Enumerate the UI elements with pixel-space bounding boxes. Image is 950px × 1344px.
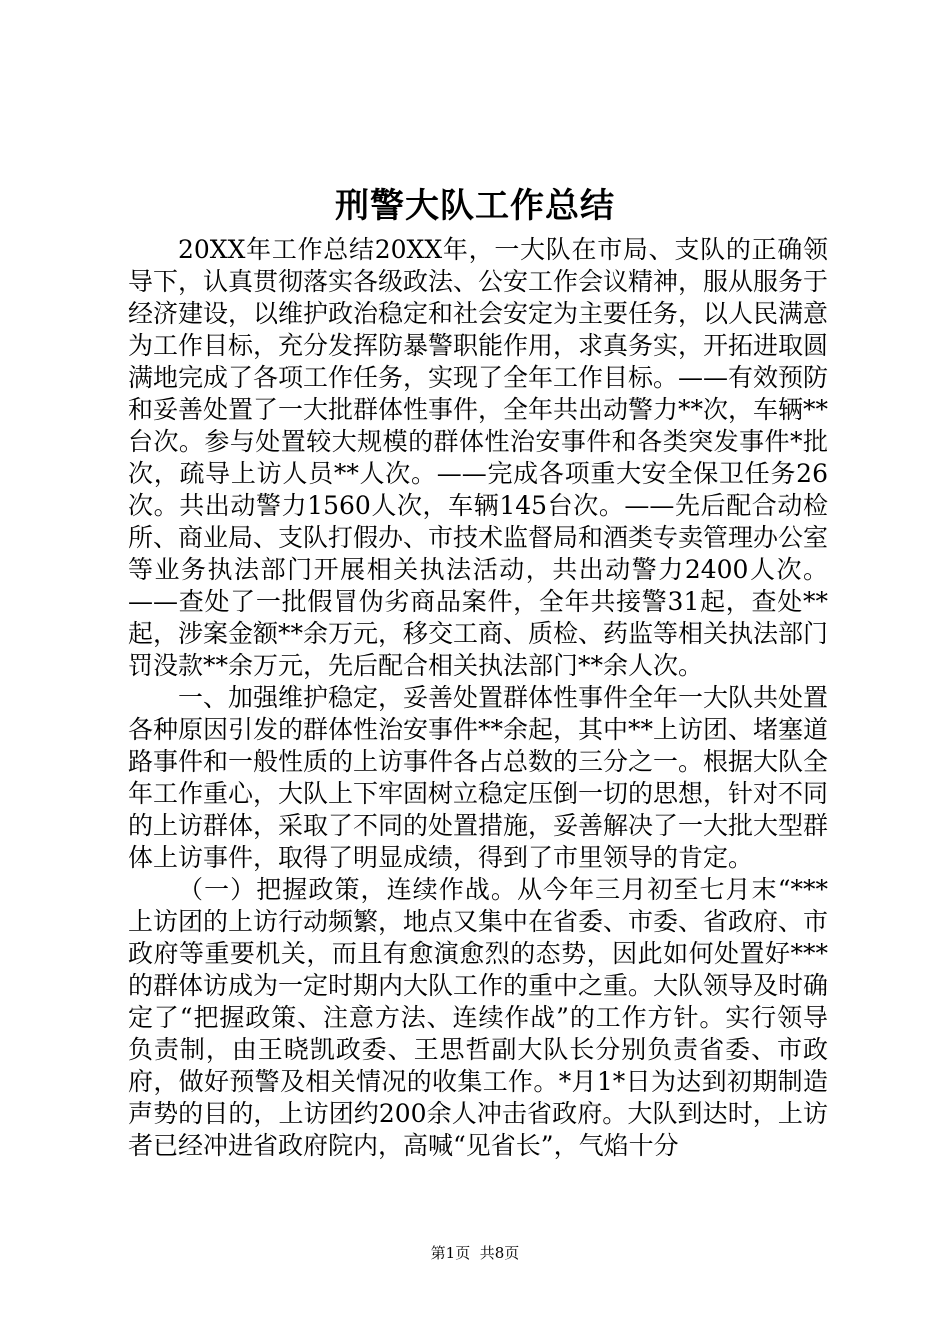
paragraph-section-1: 一、加强维护稳定，妥善处置群体性事件全年一大队共处置各种原因引发的群体性治安事件**余起，其中**上访团、堵塞道路事件和一般性质的上访事件各占总数的三分之一。根据大队全年工作重心，大队上下牢固树立稳定压倒一切的思想，针对不同的上访群体，采取了不同的处置措施，妥善解决了一大批大型群体上访事件，取得了明显成绩，得到了市里领导的肯定。	[128, 683, 829, 872]
paragraph-summary: 20XX年工作总结20XX年，一大队在市局、支队的正确领导下，认真贯彻落实各级政法、公安工作会议精神，服从服务于经济建设，以维护政治稳定和社会安定为主要任务，以人民满意为工作目标，充分发挥防暴警职能作用，求真务实，开拓进取圆满地完成了各项工作任务，实现了全年工作目标。——有效预防和妥善处置了一大批群体性事件，全年共出动警力**次，车辆**台次。参与处置较大规模的群体性治安事件和各类突发事件*批次，疏导上访人员**人次。——完成各项重大安全保卫任务26次。共出动警力1560人次，车辆145台次。——先后配合动检所、商业局、支队打假办、市技术监督局和酒类专卖管理办公室等业务执法部门开展相关执法活动，共出动警力2400人次。——查处了一批假冒伪劣商品案件，全年共接警31起，查处**起，涉案金额**余万元，移交工商、质检、药监等相关执法部门罚没款**余万元，先后配合相关执法部门**余人次。	[128, 235, 829, 680]
paragraph-subsection-1: （一）把握政策，连续作战。从今年三月初至七月末“***上访团的上访行动频繁，地点又集中在省委、市委、省政府、市政府等重要机关，而且有愈演愈烈的态势，因此如何处置好***的群体访成为一定时期内大队工作的重中之重。大队领导及时确定了“把握政策、注意方法、连续作战”的工作方针。实行领导负责制，由王晓凯政委、王思哲副大队长分别负责省委、市政府，做好预警及相关情况的收集工作。*月1*日为达到初期制造声势的目的，上访团约200余人冲击省政府。大队到达时，上访者已经冲进省政府院内，高喊“见省长”，气焰十分	[128, 875, 829, 1160]
page-number: 第1页	[430, 1244, 471, 1262]
page-total: 共8页	[479, 1244, 520, 1262]
document-body	[128, 234, 828, 1162]
page-footer	[0, 1243, 950, 1263]
document-title: 刑警大队工作总结	[335, 186, 615, 226]
